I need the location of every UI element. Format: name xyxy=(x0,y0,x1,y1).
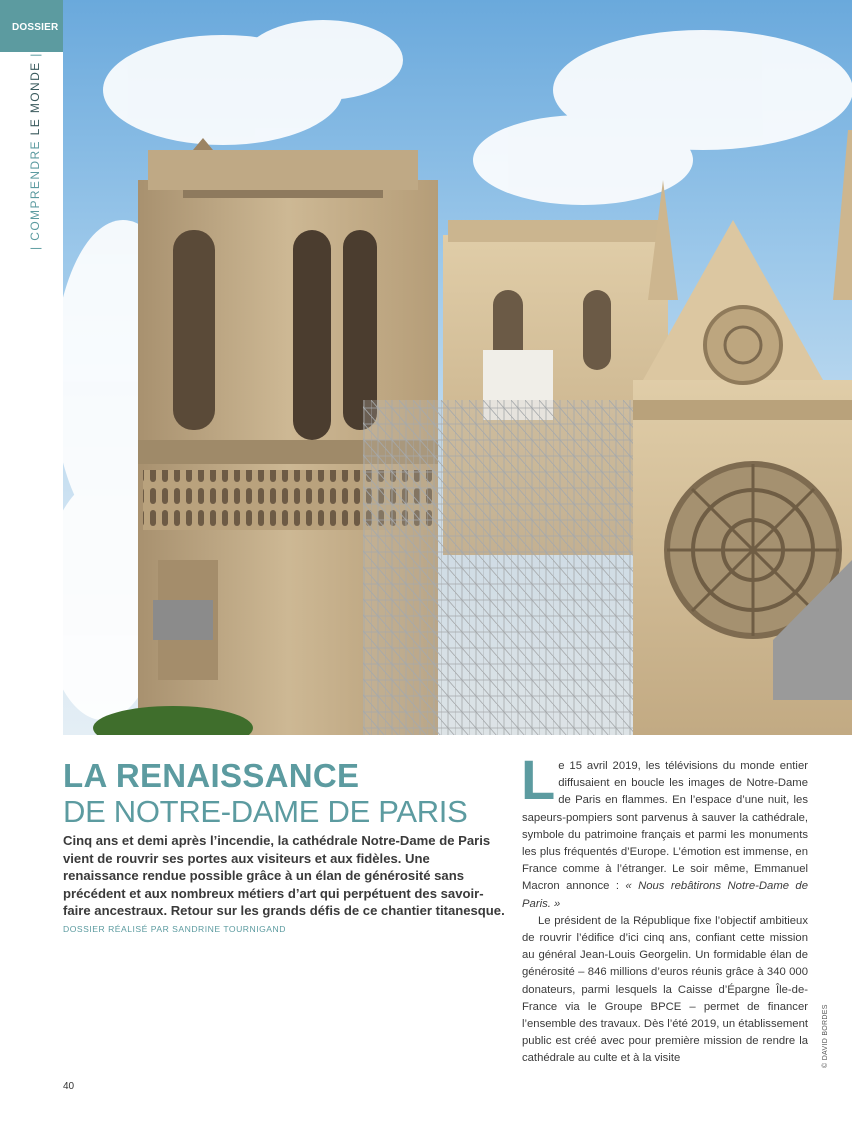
headline-line-1: LA RENAISSANCE xyxy=(63,757,360,794)
body-paragraph-1 xyxy=(521,748,809,913)
body-paragraph-2: Le président de la République fixe l’objectif ambitieux de rouvrir l’édifice d’ici cinq ans, confiant cette mission au général Jean-Louis Georgelin. Un formidable élan de générosité – 846 millions d’euros réunis grâce à 340 000 donateurs, parmi lesquels la Caisse d’Épargne Île-de-France via le Groupe BPCE – permet de financer l’ensemble des travaux. Dès l’été 2019, un établissement public est créé avec pour première mission de rendre la cathédrale au culte et à la visite xyxy=(522,914,808,1065)
body-column xyxy=(521,748,809,1068)
headline-line-2: DE NOTRE-DAME DE PARIS xyxy=(63,794,468,829)
macron-quote: « Nous rebâtirons Notre-Dame de Paris. » xyxy=(522,880,809,910)
section-rubric xyxy=(28,52,42,250)
paragraph-1-text: e 15 avril 2019, les télévisions du monde entier diffusaient en boucle les images de Notre-Dame de Paris en flammes. En l’espace d’une nuit, les sapeurs-pompiers sont parvenus à sauver la cathédrale, symbole du patrimoine français et parmi les monuments les plus fréquentés d’Europe. L’émotion est immense, en France comme à l’étranger. Le soir même, Emmanuel Macron annonce : xyxy=(522,760,808,893)
lead-paragraph: Cinq ans et demi après l’incendie, la cathédrale Notre-Dame de Paris vient de rouvrir ses portes aux visiteurs et aux fidèles. Une renaissance rendue possible grâce à un élan de générosité sans précédent et aux nombreux métiers d’art qui perpétuent des savoir-faire ancestraux. Retour sur les grands défis de ce chantier titanesque. xyxy=(63,833,505,919)
photo-credit: © DAVID BORDES xyxy=(822,1004,829,1068)
page-number: 40 xyxy=(63,1081,75,1092)
west-facade xyxy=(633,130,852,735)
drop-cap: L xyxy=(521,748,556,811)
rubric-prefix: | COMPRENDRE xyxy=(28,135,42,250)
rubric-bold: LE MONDE xyxy=(28,61,42,136)
cathedral-illustration xyxy=(63,0,852,735)
dossier-tab: DOSSIER xyxy=(0,0,63,52)
rubric-suffix: | xyxy=(28,52,42,62)
author-credit: DOSSIER RÉALISÉ PAR SANDRINE TOURNIGAND xyxy=(63,924,286,934)
cathedral-photo xyxy=(63,0,852,735)
